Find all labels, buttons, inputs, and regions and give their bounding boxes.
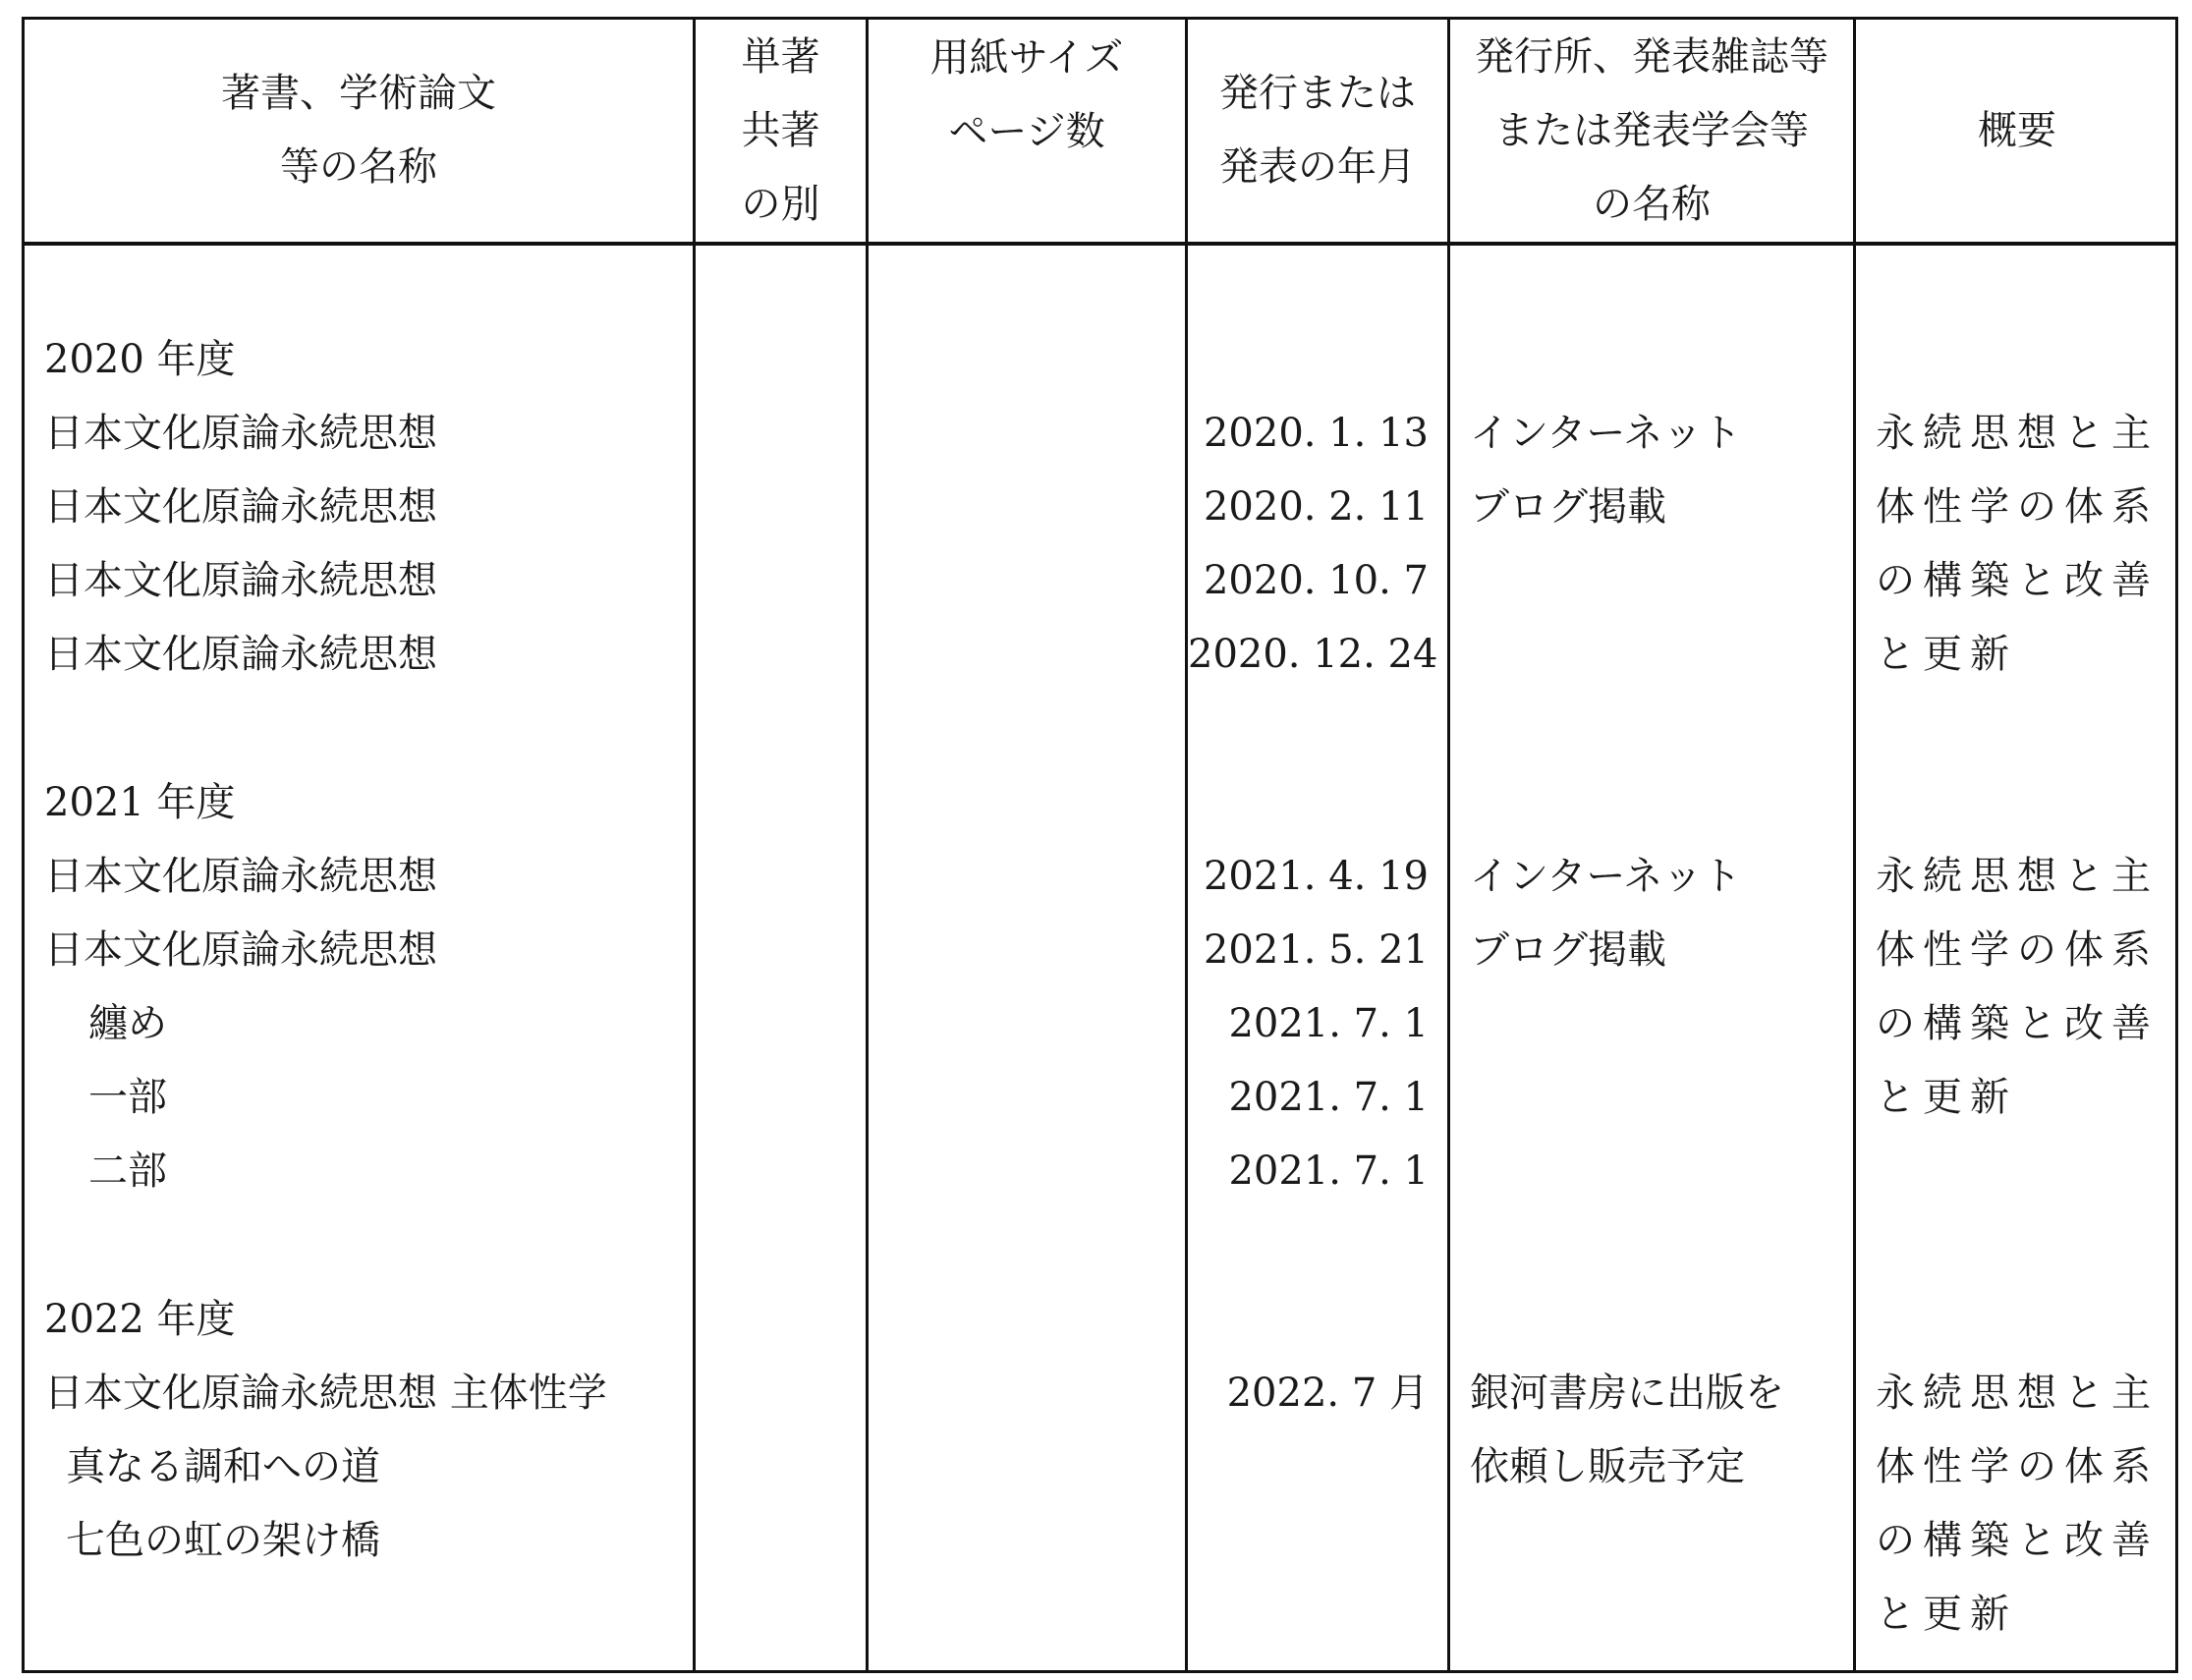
summary-2021 xyxy=(1876,840,2159,1135)
header-date-line: 発表の年月 xyxy=(1219,144,1416,190)
summary-line: と更新 xyxy=(1876,632,2017,677)
header-paper-line: ページ数 xyxy=(948,109,1105,154)
item-title: 日本文化原論永続思想 xyxy=(44,632,437,677)
header-date-line: 発行または xyxy=(1219,71,1416,116)
item-date: 2021. 7. 1 xyxy=(1228,1075,1429,1120)
item-date: 2021. 7. 1 xyxy=(1228,1001,1429,1046)
section-2022 xyxy=(44,1283,607,1578)
item-title: 纏め xyxy=(88,1001,167,1046)
item-title: 真なる調和への道 xyxy=(66,1444,380,1489)
publisher-2022 xyxy=(1470,1357,1784,1504)
header-title-line: 等の名称 xyxy=(280,144,437,190)
header-authorship-line: 単著 xyxy=(741,33,820,80)
item-date: 2020. 1. 13 xyxy=(1203,411,1429,456)
publisher-line: ブログ掲載 xyxy=(1470,484,1666,530)
item-title: 七色の虹の架け橋 xyxy=(66,1518,380,1563)
publisher-line: インターネット xyxy=(1470,854,1742,899)
header-paper xyxy=(869,20,1185,244)
summary-line: と更新 xyxy=(1876,1075,2017,1120)
item-title: 日本文化原論永続思想 xyxy=(44,411,437,456)
header-title-line: 著書、学術論文 xyxy=(221,71,496,116)
item-title: 日本文化原論永続思想 xyxy=(44,927,437,973)
item-title: 日本文化原論永続思想 xyxy=(44,484,437,530)
year-heading: 2020 年度 xyxy=(44,337,236,382)
dates-2020 xyxy=(1188,397,1438,692)
column-divider xyxy=(693,17,696,1673)
section-2021 xyxy=(44,766,437,1208)
summary-2020 xyxy=(1876,397,2159,692)
item-title: 日本文化原論永続思想 xyxy=(44,854,437,899)
column-divider xyxy=(866,17,869,1673)
year-heading: 2022 年度 xyxy=(44,1297,236,1342)
header-paper-line: 用紙サイズ xyxy=(929,35,1124,81)
summary-line: 体性学の体系 xyxy=(1876,927,2159,973)
summary-line: の構築と改善 xyxy=(1876,1518,2159,1563)
summary-line: 永続思想と主 xyxy=(1876,411,2159,456)
item-date: 2020. 12. 24 xyxy=(1188,632,1438,677)
item-title: 日本文化原論永続思想 主体性学 xyxy=(44,1371,607,1416)
summary-line: 体性学の体系 xyxy=(1876,484,2159,530)
summary-line: 体性学の体系 xyxy=(1876,1444,2159,1489)
header-summary xyxy=(1856,20,2178,242)
header-publisher-line: または発表学会等 xyxy=(1494,107,1809,153)
column-divider xyxy=(1853,17,1856,1673)
header-title xyxy=(25,20,693,242)
header-publisher-line: 発行所、発表雑誌等 xyxy=(1475,33,1828,80)
item-date: 2021. 4. 19 xyxy=(1203,854,1429,899)
publisher-2021 xyxy=(1470,840,1741,987)
publisher-line: インターネット xyxy=(1470,411,1742,456)
publisher-line: 依頼し販売予定 xyxy=(1470,1444,1745,1489)
summary-line: の構築と改善 xyxy=(1876,1001,2159,1046)
publisher-2020 xyxy=(1470,397,1741,544)
item-title: 一部 xyxy=(88,1075,167,1120)
header-publisher-line: の名称 xyxy=(1593,181,1711,227)
item-date: 2020. 10. 7 xyxy=(1203,558,1429,603)
year-heading: 2021 年度 xyxy=(44,780,236,825)
item-date: 2020. 2. 11 xyxy=(1203,484,1429,530)
dates-2022 xyxy=(1188,1357,1429,1430)
item-title: 日本文化原論永続思想 xyxy=(44,558,437,603)
item-date: 2021. 7. 1 xyxy=(1228,1148,1429,1194)
header-date xyxy=(1188,20,1447,242)
header-summary-line: 概要 xyxy=(1978,107,2056,153)
dates-2021 xyxy=(1188,840,1429,1208)
summary-line: 永続思想と主 xyxy=(1876,1371,2159,1416)
item-title: 二部 xyxy=(88,1148,167,1194)
publisher-line: 銀河書房に出版を xyxy=(1470,1371,1784,1416)
publisher-line: ブログ掲載 xyxy=(1470,927,1666,973)
summary-line: の構築と改善 xyxy=(1876,558,2159,603)
summary-line: 永続思想と主 xyxy=(1876,854,2159,899)
summary-2022 xyxy=(1876,1357,2159,1652)
header-authorship-line: 共著 xyxy=(741,107,820,153)
header-publisher xyxy=(1450,20,1853,242)
summary-line: と更新 xyxy=(1876,1592,2017,1637)
header-authorship-line: の別 xyxy=(741,181,820,227)
item-date: 2021. 5. 21 xyxy=(1203,927,1429,973)
header-authorship xyxy=(696,20,866,242)
column-divider xyxy=(1447,17,1450,1673)
section-2020 xyxy=(44,323,437,692)
item-date: 2022. 7 月 xyxy=(1226,1371,1429,1416)
